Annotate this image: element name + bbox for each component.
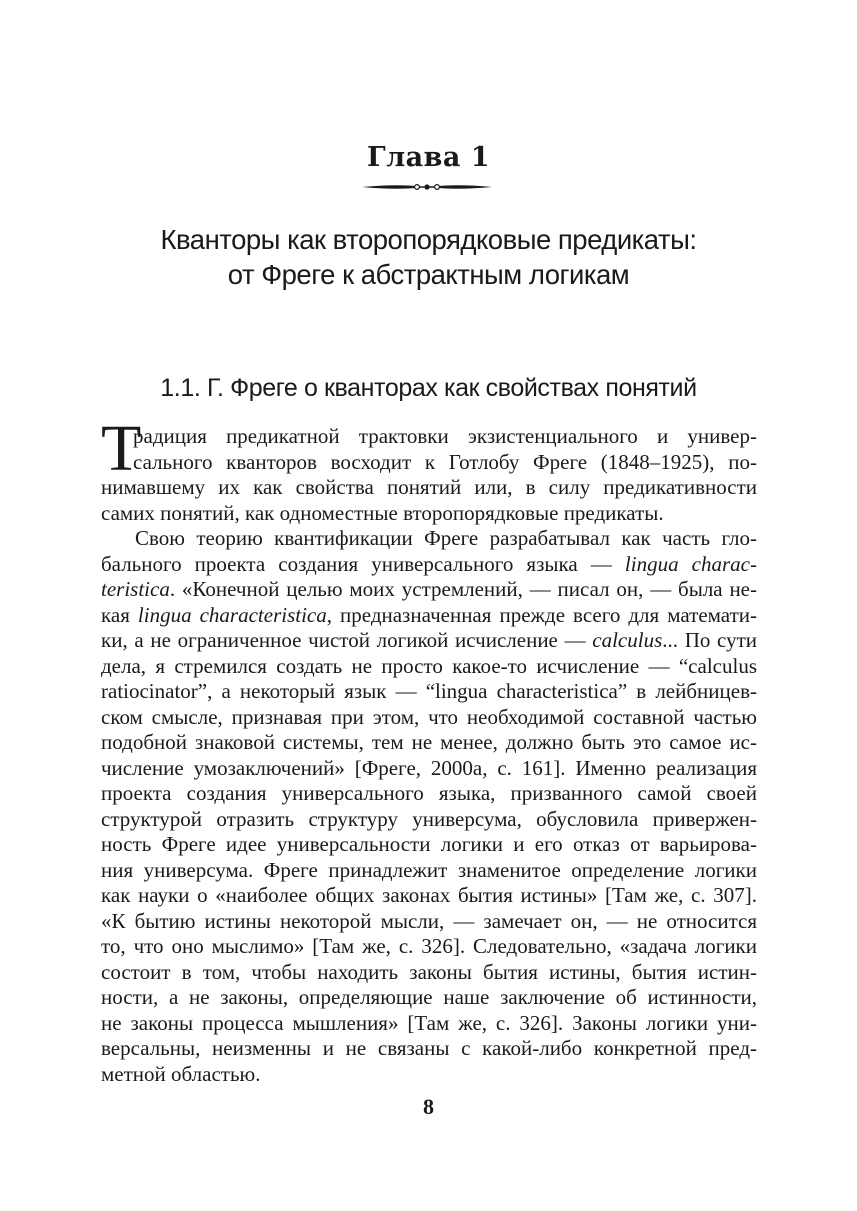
text-line: подобной знаковой системы, тем не менее, должно быть это самое ис- <box>101 730 757 754</box>
text-line <box>101 552 757 578</box>
text-line: версальны, неизменны и не связаны с какой-либо конкретной пред- <box>101 1036 757 1060</box>
text-line: структурой отразить структуру универсума, обусловила привержен- <box>101 806 757 831</box>
section-heading: 1.1. Г. Фреге о кванторах как свойствах понятий <box>160 374 697 402</box>
italic-term: lingua characteristica <box>137 602 327 627</box>
text-line: метной областью. <box>101 1061 261 1086</box>
italic-term: calculus <box>592 628 663 652</box>
italic-term: lingua charac- <box>624 551 757 576</box>
text-line: «К бытию истины некоторой мысли, — замечает он, — не относится <box>101 908 757 933</box>
text-line: ском смысле, признавая при этом, что необходимой составной частью <box>101 704 757 729</box>
text-line: сального кванторов восходит к Готлобу Фреге (1848–1925), по- <box>133 449 757 474</box>
text-line <box>101 628 757 654</box>
text-line: самих понятий, как одноместные второпорядковые предикаты. <box>101 500 664 525</box>
chapter-title-line-2: от Фреге к абстрактным логикам <box>227 259 630 290</box>
text-line: Свою теорию квантификации Фреге разрабатывал как часть гло- <box>135 526 757 550</box>
text-run: ... По сути <box>662 628 758 652</box>
text-line: нимавшему их как свойства понятий или, в силу предикативности <box>101 475 757 499</box>
text-line: как науки о «наиболее общих законах бытия истины» [Там же, с. 307]. <box>101 883 757 907</box>
chapter-label: Глава 1 <box>366 142 491 173</box>
text-line: проекта создания универсального языка, призванного самой своей <box>101 781 757 805</box>
text-run: ки, а не ограниченное чистой логикой исчисление — <box>101 628 593 652</box>
text-line: то, что оно мыслимо» [Там же, с. 326]. Следовательно, «задача логики <box>101 934 757 958</box>
text-run: , предназначенная прежде всего для математи- <box>326 602 757 627</box>
paragraph-2 <box>101 526 757 1087</box>
italic-term: teristica <box>101 577 170 601</box>
text-line <box>101 603 757 629</box>
text-line: состоит в том, чтобы находить законы бытия истины, бытия истин- <box>101 959 757 984</box>
body-text <box>101 424 757 1087</box>
paragraph-1 <box>101 424 757 526</box>
text-line: ния универсума. Фреге принадлежит знаменитое определение логики <box>101 857 757 882</box>
text-run: . «Конечной целью моих устремлений, — писал он, — была не- <box>169 577 757 601</box>
text-line <box>101 577 757 603</box>
text-line: радиция предикатной трактовки экзистенциального и универ- <box>133 424 757 448</box>
text-run: бального проекта создания универсального языка — <box>101 551 625 576</box>
ornament-divider-icon <box>361 181 493 193</box>
text-line: ность Фреге идее универсальности логики и его отказ от варьирова- <box>101 832 757 856</box>
text-line: ности, а не законы, определяющие наше заключение об истинности, <box>101 985 757 1009</box>
chapter-title <box>0 222 857 292</box>
text-line: ratiocinator”, а некоторый язык — “lingua characteristica” в лейбницев- <box>101 679 757 703</box>
drop-cap: Т <box>101 412 142 485</box>
text-run: кая <box>101 602 138 627</box>
text-line: не законы процесса мышления» [Там же, с. 326]. Законы логики уни- <box>101 1010 757 1035</box>
text-line: числение умозаключений» [Фреге, 2000а, с. 161]. Именно реализация <box>101 755 757 780</box>
text-line: дела, я стремился создать не просто какое-то исчисление — “calculus <box>101 653 757 678</box>
chapter-title-line-1: Кванторы как второпорядковые предикаты: <box>160 224 697 255</box>
page-number: 8 <box>423 1094 434 1119</box>
